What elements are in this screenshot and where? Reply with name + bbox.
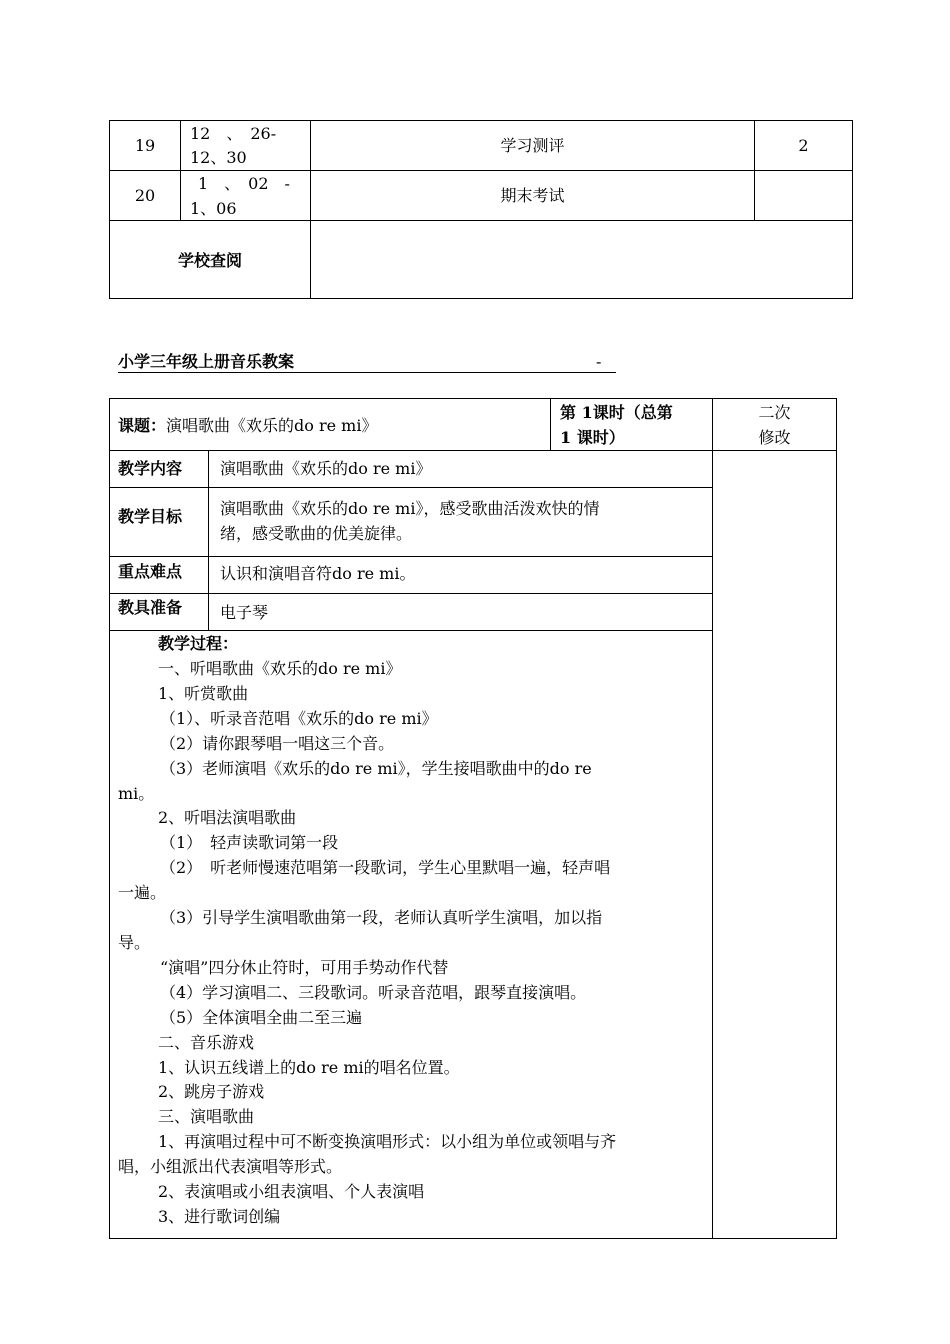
content-value: 演唱歌曲《欢乐的do re mi》 (220, 459, 432, 478)
key-value: 认识和演唱音符do re mi。 (220, 564, 416, 583)
process-line: 1、再演唱过程中可不断变换演唱形式：以小组为单位或领唱与齐 (158, 1132, 617, 1152)
lesson-content: 学习测评 (500, 136, 565, 155)
date-range-line2: 12、30 (190, 148, 247, 167)
lesson-topic (118, 416, 377, 436)
process-body (118, 657, 706, 1230)
process-line: （2）请你跟琴唱一唱这三个音。 (160, 733, 395, 753)
process-line: （3）老师演唱《欢乐的do re mi》，学生接唱歌曲中的do re (160, 758, 592, 778)
process-line: 唱，小组派出代表演唱等形式。 (118, 1157, 343, 1177)
lesson-hours: 2 (798, 136, 809, 155)
revision-line1: 二次 (758, 403, 791, 422)
process-line: 2、听唱法演唱歌曲 (158, 808, 297, 828)
process-line: 一遍。 (118, 883, 167, 903)
date-range-line2: 1、06 (190, 199, 237, 218)
process-line: “演唱”四分休止符时，可用手势动作代替 (160, 957, 449, 977)
tools-label: 教具准备 (118, 598, 183, 617)
process-line: 1、听赏歌曲 (158, 683, 249, 703)
process-line: （4）学习演唱二、三段歌词。听录音范唱，跟琴直接演唱。 (160, 982, 587, 1002)
school-review-label: 学校查阅 (177, 251, 242, 270)
week-number: 20 (134, 186, 156, 205)
date-range-line1: 1 、 02 - (198, 174, 290, 193)
title-dash: - (596, 352, 602, 371)
process-line: mi。 (118, 783, 155, 803)
doc-title: 小学三年级上册音乐教案 (118, 352, 295, 371)
key-label: 重点难点 (118, 562, 183, 581)
goal-label: 教学目标 (118, 507, 183, 526)
topic-label: 课题： (118, 416, 167, 435)
process-line: 1、认识五线谱上的do re mi的唱名位置。 (158, 1057, 460, 1077)
period-line2: 1 课时） (560, 428, 625, 447)
process-line: （3）引导学生演唱歌曲第一段，老师认真听学生演唱，加以指 (160, 908, 603, 928)
process-line: （2） 听老师慢速范唱第一段歌词，学生心里默唱一遍，轻声唱 (160, 858, 611, 878)
process-line: 3、进行歌词创编 (158, 1206, 281, 1226)
revision-line2: 修改 (758, 428, 791, 447)
tools-value: 电子琴 (220, 603, 269, 622)
process-line: 三、演唱歌曲 (158, 1107, 255, 1127)
week-number: 19 (134, 136, 156, 155)
process-line: （1）、听录音范唱《欢乐的do re mi》 (160, 708, 438, 728)
goal-line2: 绪，感受歌曲的优美旋律。 (220, 524, 413, 543)
content-label: 教学内容 (118, 459, 183, 478)
date-range-line1: 12 、 26- (190, 124, 277, 143)
topic-value: 演唱歌曲《欢乐的do re mi》 (166, 416, 378, 435)
process-line: 一、听唱歌曲《欢乐的do re mi》 (158, 659, 402, 678)
process-line: 二、音乐游戏 (158, 1032, 255, 1052)
goal-line1: 演唱歌曲《欢乐的do re mi》，感受歌曲活泼欢快的情 (220, 499, 600, 518)
process-heading: 教学过程： (158, 634, 239, 653)
lesson-content: 期末考试 (500, 186, 565, 205)
process-line: 2、表演唱或小组表演唱、个人表演唱 (158, 1182, 425, 1202)
period-line1: 第 1课时（总第 (560, 403, 673, 422)
process-line: （1） 轻声读歌词第一段 (160, 833, 339, 853)
process-line: 2、跳房子游戏 (158, 1082, 265, 1102)
process-line: 导。 (118, 932, 151, 952)
process-line: （5）全体演唱全曲二至三遍 (160, 1007, 363, 1027)
